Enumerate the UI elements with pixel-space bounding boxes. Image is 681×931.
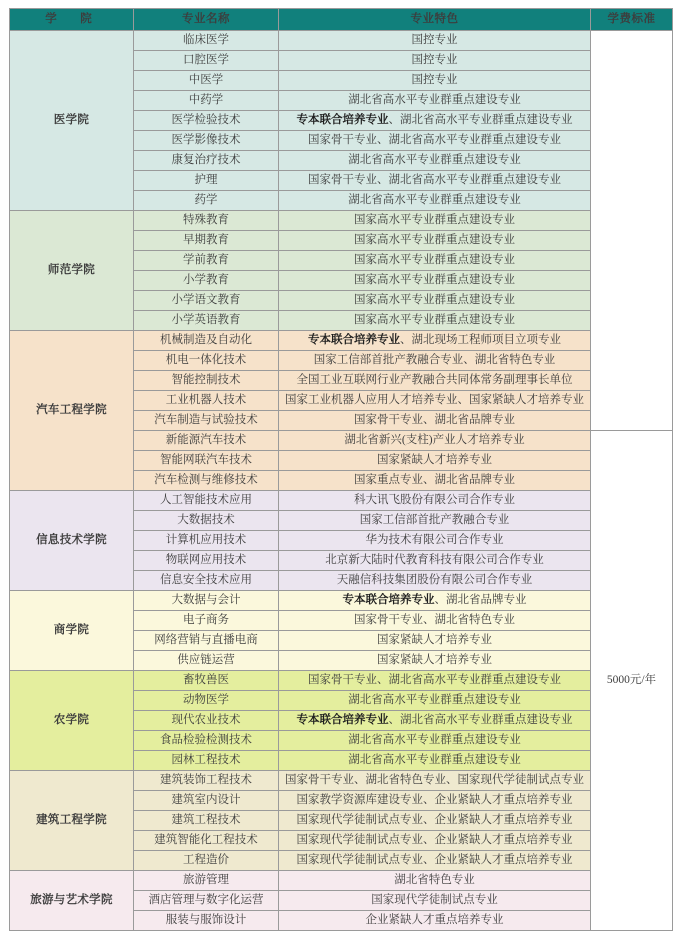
major-name-cell: 园林工程技术 [134,751,279,771]
major-feature-cell: 全国工业互联网行业产教融合共同体常务副理事长单位 [279,371,591,391]
major-name-cell: 酒店管理与数字化运营 [134,891,279,911]
major-name-cell: 智能网联汽车技术 [134,451,279,471]
major-name-cell: 护理 [134,171,279,191]
major-name-cell: 大数据技术 [134,511,279,531]
major-feature-cell: 湖北省高水平专业群重点建设专业 [279,91,591,111]
header-college: 学 院 [10,9,134,31]
major-name-cell: 电子商务 [134,611,279,631]
major-feature-cell: 国家骨干专业、湖北省高水平专业群重点建设专业 [279,671,591,691]
major-feature-cell: 国家现代学徒制试点专业、企业紧缺人才重点培养专业 [279,851,591,871]
major-name-cell: 动物医学 [134,691,279,711]
major-name-cell: 机械制造及自动化 [134,331,279,351]
major-feature-cell: 国家骨干专业、湖北省高水平专业群重点建设专业 [279,171,591,191]
major-feature-cell: 湖北省高水平专业群重点建设专业 [279,691,591,711]
major-name-cell: 临床医学 [134,31,279,51]
major-feature-cell: 国家工信部首批产教融合专业、湖北省特色专业 [279,351,591,371]
major-feature-cell: 国家高水平专业群重点建设专业 [279,311,591,331]
table-row [10,211,673,231]
majors-table [9,8,673,931]
major-feature-cell: 天融信科技集团股份有限公司合作专业 [279,571,591,591]
major-name-cell: 机电一体化技术 [134,351,279,371]
major-name-cell: 医学检验技术 [134,111,279,131]
major-name-cell: 现代农业技术 [134,711,279,731]
major-feature-cell: 湖北省新兴(支柱)产业人才培养专业 [279,431,591,451]
major-name-cell: 畜牧兽医 [134,671,279,691]
major-feature-cell: 国家现代学徒制试点专业 [279,891,591,911]
major-feature-cell: 国家重点专业、湖北省品牌专业 [279,471,591,491]
major-name-cell: 工业机器人技术 [134,391,279,411]
major-feature-cell: 国控专业 [279,71,591,91]
major-feature-cell: 企业紧缺人才重点培养专业 [279,911,591,931]
major-feature-cell: 湖北省高水平专业群重点建设专业 [279,151,591,171]
major-name-cell: 中医学 [134,71,279,91]
major-feature-cell: 湖北省高水平专业群重点建设专业 [279,191,591,211]
major-name-cell: 新能源汽车技术 [134,431,279,451]
table-row [10,331,673,351]
major-feature-cell: 国家高水平专业群重点建设专业 [279,251,591,271]
table-row [10,591,673,611]
college-name-cell: 师范学院 [10,211,134,331]
major-name-cell: 建筑装饰工程技术 [134,771,279,791]
major-feature-cell: 国家高水平专业群重点建设专业 [279,291,591,311]
major-feature-cell: 国家工业机器人应用人才培养专业、国家紧缺人才培养专业 [279,391,591,411]
document-page [0,8,681,926]
tuition-fee-cell: 5000元/年 [591,431,673,931]
major-feature-cell: 专本联合培养专业、湖北省品牌专业 [279,591,591,611]
major-feature-cell: 专本联合培养专业、湖北省高水平专业群重点建设专业 [279,111,591,131]
table-row [10,771,673,791]
major-name-cell: 工程造价 [134,851,279,871]
feature-highlight: 专本联合培养专业 [342,593,435,606]
major-feature-cell: 北京新大陆时代教育科技有限公司合作专业 [279,551,591,571]
major-name-cell: 智能控制技术 [134,371,279,391]
major-feature-cell: 国家工信部首批产教融合专业 [279,511,591,531]
major-feature-cell: 国家骨干专业、湖北省高水平专业群重点建设专业 [279,131,591,151]
major-feature-cell: 国控专业 [279,31,591,51]
major-feature-cell: 国家高水平专业群重点建设专业 [279,211,591,231]
major-name-cell: 旅游管理 [134,871,279,891]
major-name-cell: 汽车检测与维修技术 [134,471,279,491]
feature-highlight: 专本联合培养专业 [296,713,389,726]
major-feature-cell: 湖北省高水平专业群重点建设专业 [279,751,591,771]
major-name-cell: 人工智能技术应用 [134,491,279,511]
major-name-cell: 口腔医学 [134,51,279,71]
major-feature-cell: 湖北省特色专业 [279,871,591,891]
major-feature-cell: 国家高水平专业群重点建设专业 [279,271,591,291]
header-row [10,9,673,31]
college-name-cell: 建筑工程学院 [10,771,134,871]
major-feature-cell: 国家骨干专业、湖北省品牌专业 [279,411,591,431]
major-name-cell: 医学影像技术 [134,131,279,151]
major-name-cell: 小学语文教育 [134,291,279,311]
table-row [10,671,673,691]
major-name-cell: 早期教育 [134,231,279,251]
major-name-cell: 供应链运营 [134,651,279,671]
table-row [10,871,673,891]
tuition-fee-cell [591,31,673,431]
major-name-cell: 大数据与会计 [134,591,279,611]
major-feature-cell: 国家教学资源库建设专业、企业紧缺人才重点培养专业 [279,791,591,811]
table-row [10,491,673,511]
major-name-cell: 特殊教育 [134,211,279,231]
college-name-cell: 农学院 [10,671,134,771]
major-name-cell: 小学教育 [134,271,279,291]
major-feature-cell: 国家骨干专业、湖北省特色专业、国家现代学徒制试点专业 [279,771,591,791]
major-feature-cell: 华为技术有限公司合作专业 [279,531,591,551]
major-name-cell: 康复治疗技术 [134,151,279,171]
feature-highlight: 专本联合培养专业 [296,113,389,126]
major-feature-cell: 国家骨干专业、湖北省特色专业 [279,611,591,631]
major-name-cell: 建筑工程技术 [134,811,279,831]
major-name-cell: 小学英语教育 [134,311,279,331]
major-feature-cell: 科大讯飞股份有限公司合作专业 [279,491,591,511]
major-feature-cell: 国家现代学徒制试点专业、企业紧缺人才重点培养专业 [279,831,591,851]
college-name-cell: 汽车工程学院 [10,331,134,491]
major-feature-cell: 国家现代学徒制试点专业、企业紧缺人才重点培养专业 [279,811,591,831]
major-name-cell: 食品检验检测技术 [134,731,279,751]
major-name-cell: 中药学 [134,91,279,111]
major-name-cell: 学前教育 [134,251,279,271]
header-feature: 专业特色 [279,9,591,31]
college-name-cell: 信息技术学院 [10,491,134,591]
major-name-cell: 计算机应用技术 [134,531,279,551]
table-row [10,31,673,51]
major-feature-cell: 国家紧缺人才培养专业 [279,631,591,651]
feature-highlight: 专本联合培养专业 [308,333,400,346]
major-feature-cell: 专本联合培养专业、湖北现场工程师项目立项专业 [279,331,591,351]
major-feature-cell: 国家紧缺人才培养专业 [279,451,591,471]
college-name-cell: 商学院 [10,591,134,671]
major-name-cell: 药学 [134,191,279,211]
major-name-cell: 建筑室内设计 [134,791,279,811]
major-name-cell: 建筑智能化工程技术 [134,831,279,851]
major-feature-cell: 国家紧缺人才培养专业 [279,651,591,671]
major-name-cell: 信息安全技术应用 [134,571,279,591]
header-fee: 学费标准 [591,9,673,31]
major-feature-cell: 国家高水平专业群重点建设专业 [279,231,591,251]
college-name-cell: 医学院 [10,31,134,211]
header-major: 专业名称 [134,9,279,31]
college-name-cell: 旅游与艺术学院 [10,871,134,931]
major-feature-cell: 国控专业 [279,51,591,71]
table-body [10,31,673,931]
major-name-cell: 汽车制造与试验技术 [134,411,279,431]
table-header [10,9,673,31]
major-feature-cell: 湖北省高水平专业群重点建设专业 [279,731,591,751]
major-name-cell: 物联网应用技术 [134,551,279,571]
major-feature-cell: 专本联合培养专业、湖北省高水平专业群重点建设专业 [279,711,591,731]
major-name-cell: 服装与服饰设计 [134,911,279,931]
major-name-cell: 网络营销与直播电商 [134,631,279,651]
